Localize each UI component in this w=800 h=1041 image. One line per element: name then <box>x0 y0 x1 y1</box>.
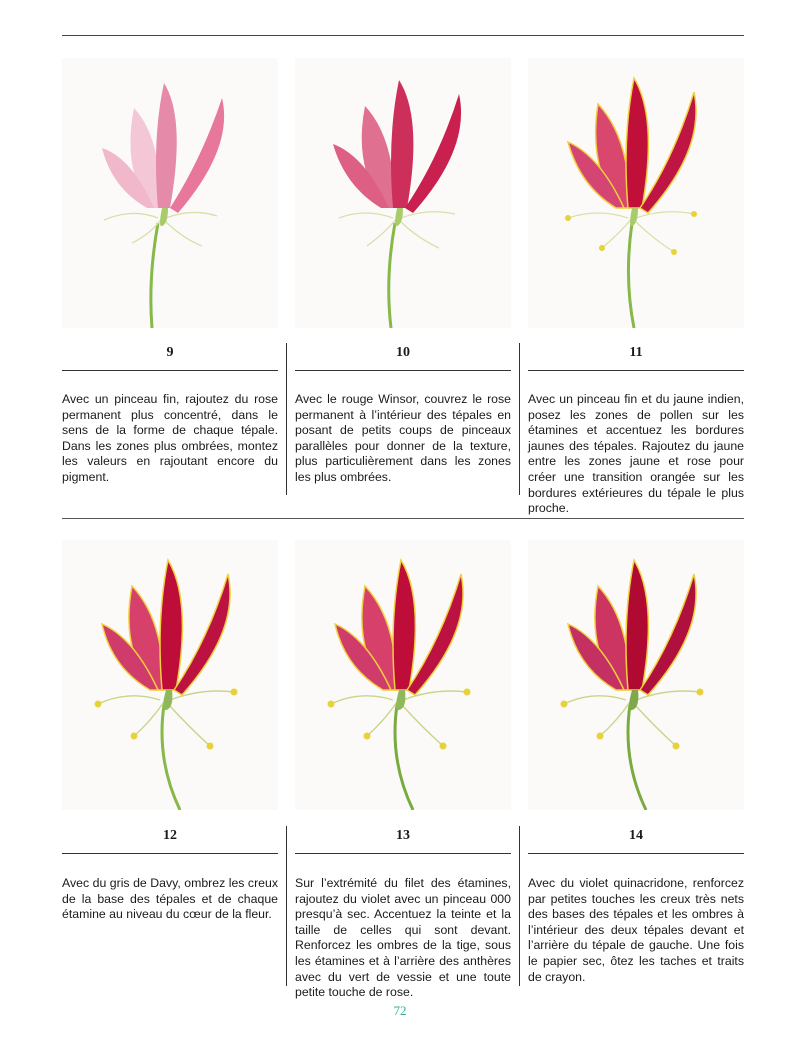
column-divider <box>286 826 287 986</box>
step-number: 9 <box>166 345 174 360</box>
step-instructions: Avec du gris de Davy, ombrez les creux de la base des tépales et de chaque étamine au niveau du cœur de la fleur. <box>62 876 278 922</box>
flower-illustration-step-10 <box>295 58 511 328</box>
column-divider <box>286 343 287 495</box>
step-number-rule <box>528 853 744 854</box>
flower-illustration-step-12 <box>62 540 278 810</box>
step-instructions: Avec un pinceau fin, rajoutez du rose permanent plus concentré, dans le sens de la forme de chaque tépale. Dans les zones plus ombrées, montez les valeurs en rajoutant encore du pigment. <box>62 392 278 484</box>
step-instructions: Avec un pinceau fin et du jaune indien, posez les zones de pollen sur les étamines et accentuez les bordures jaunes des tépales. Rajoutez du jaune entre les zones jaune et rose pour créer une transition orangée sur les bordures extérieures du tépale le plus proche. <box>528 392 744 516</box>
step-instructions: Avec du violet quinacridone, renforcez par petites touches les creux très nets des bases des tépales et les ombres à l’intérieur des deux tépales devant et l’arrière du tépale de gauche. Une fois le papier sec, ôtez les taches et traits de crayon. <box>528 876 744 984</box>
step-instructions: Sur l’extrémité du filet des étamines, rajoutez du violet avec un pinceau 000 presqu’à sec. Accentuez la teinte et la taille de celles qui sont devant. Renforcez les ombres de la tige, sous les étamines et à l’arrière des anthères avec du vert de vessie et une toute petite touche de rose. <box>295 876 511 1000</box>
step-number-rule <box>295 370 511 371</box>
top-rule <box>62 35 744 36</box>
step-number: 13 <box>396 828 410 843</box>
step-number-rule <box>62 853 278 854</box>
step-number: 10 <box>396 345 410 360</box>
page-number: 72 <box>393 1003 407 1018</box>
middle-rule <box>62 518 744 519</box>
column-divider <box>519 343 520 495</box>
flower-illustration-step-13 <box>295 540 511 810</box>
step-instructions: Avec le rouge Winsor, couvrez le rose permanent à l’intérieur des tépales en posant de petits coups de pinceaux parallèles pour donner de la texture, plus particulièrement dans les zones les plus ombrées. <box>295 392 511 484</box>
flower-illustration-step-11 <box>528 58 744 328</box>
step-number-rule <box>295 853 511 854</box>
step-number: 14 <box>629 828 643 843</box>
step-number: 12 <box>163 828 177 843</box>
step-number-rule <box>62 370 278 371</box>
column-divider <box>519 826 520 986</box>
flower-illustration-step-14 <box>528 540 744 810</box>
step-number-rule <box>528 370 744 371</box>
flower-illustration-step-9 <box>62 58 278 328</box>
step-number: 11 <box>629 345 643 360</box>
